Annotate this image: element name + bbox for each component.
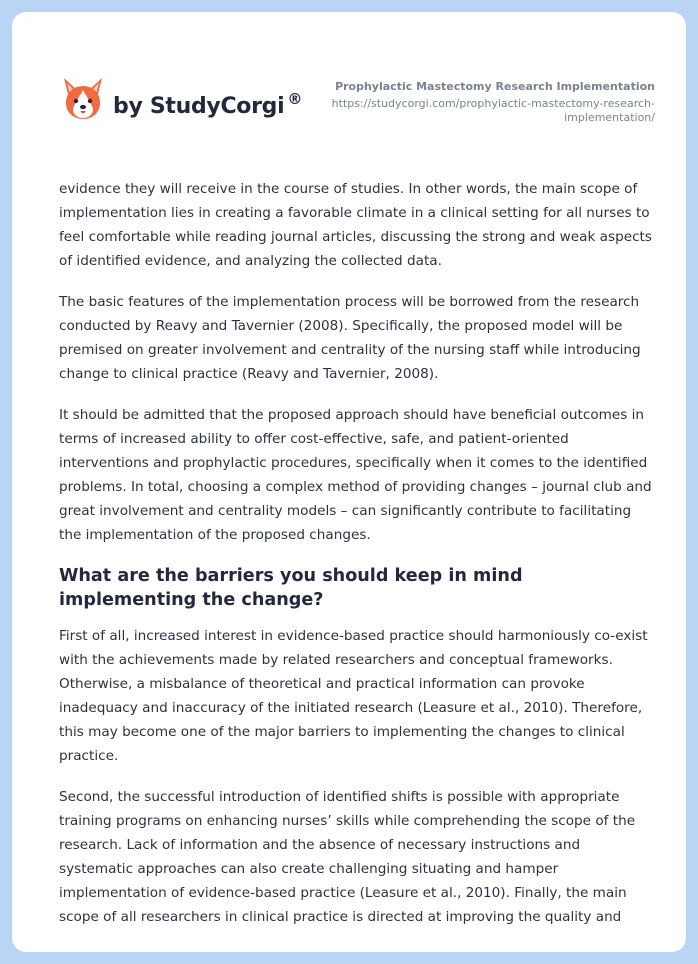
document-url[interactable]: https://studycorgi.com/prophylactic-mastectomy-research-implementation/ [331,97,655,124]
section-heading: What are the barriers you should keep in mind implementing the change? [59,566,523,610]
registered-mark: ® [287,90,303,108]
brand-text: by StudyCorgi [113,94,285,119]
paragraph: The basic features of the implementation process will be borrowed from the research conducted by Reavy and Tavernier (2008). Specifically, the proposed model will be premised on greater involvement and centrality of the nursing staff while introducing change to clinical practice (Reavy and Tavernier, 2008). [59,294,641,382]
paragraph: Second, the successful introduction of identified shifts is possible with appropriate training programs on enhancing nurses’ skills while comprehending the scope of the research. Lack of information and the absence of necessary instructions and systematic approaches can also create challenging situating and hamper implementation of evidence-based practice (Leasure et al., 2010). Finally, the main scope of all researchers in clinical practice is directed at improving the quality and [59,789,636,925]
article-body [59,177,655,946]
page-header [12,12,686,152]
corgi-logo-icon[interactable] [60,76,106,122]
paragraph: evidence they will receive in the course of studies. In other words, the main scope of implementation lies in creating a favorable climate in a clinical setting for all nurses to feel comfortable while reading journal articles, discussing the strong and weak aspects of identified evidence, and analyzing the collected data. [59,181,652,269]
paragraph: It should be admitted that the proposed approach should have beneficial outcomes in terms of increased ability to offer cost-effective, safe, and patient-oriented interventions and prophylactic procedures, specifically when it comes to the identified problems. In total, choosing a complex method of providing changes – journal club and great involvement and centrality models – can significantly contribute to facilitating the implementation of the proposed changes. [59,407,652,543]
document-title: Prophylactic Mastectomy Research Implementation [335,80,655,93]
paragraph: First of all, increased interest in evidence-based practice should harmoniously co-exist with the achievements made by related researchers and conceptual frameworks. Otherwise, a misbalance of theoretical and practical information can provoke inadequacy and inaccuracy of the initiated research (Leasure et al., 2010). Therefore, this may become one of the major barriers to implementing the changes to clinical practice. [59,628,648,764]
document-page [12,12,686,952]
brand-name[interactable] [113,90,303,119]
